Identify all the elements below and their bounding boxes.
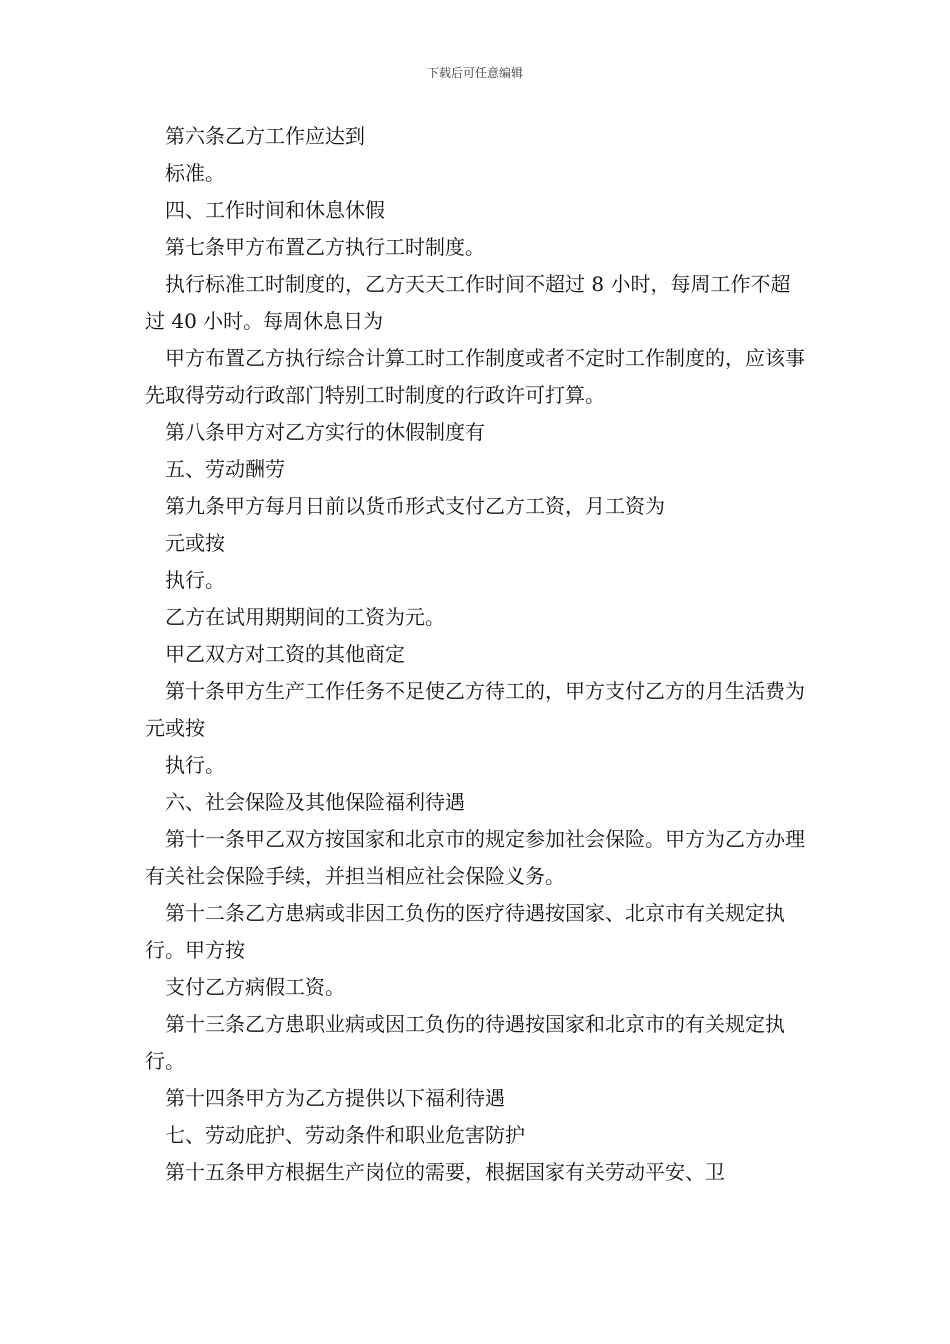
paragraph: 甲乙双方对工资的其他商定 xyxy=(165,642,405,666)
paragraph: 第八条甲方对乙方实行的休假制度有 xyxy=(165,420,485,444)
paragraph: 第十二条乙方患病或非因工负伤的医疗待遇按国家、北京市有关规定执行。甲方按 xyxy=(145,901,785,962)
paragraph: 执行标准工时制度的，乙方天天工作时间不超过 8 小时，每周工作不超过 40 小时。每周休息日为 xyxy=(145,272,791,333)
paragraph: 第十一条甲乙双方按国家和北京市的规定参加社会保险。甲方为乙方办理有关社会保险手续，并担当相应社会保险义务。 xyxy=(145,827,805,888)
paragraph: 元或按 xyxy=(165,531,225,555)
paragraph: 标准。 xyxy=(165,161,225,185)
paragraph: 第十三条乙方患职业病或因工负伤的待遇按国家和北京市的有关规定执行。 xyxy=(145,1012,785,1073)
section-heading: 五、劳动酬劳 xyxy=(165,457,285,481)
paragraph: 第十五条甲方根据生产岗位的需要，根据国家有关劳动平安、卫 xyxy=(165,1160,725,1184)
paragraph: 第十条甲方生产工作任务不足使乙方待工的，甲方支付乙方的月生活费为元或按 xyxy=(145,679,805,740)
page-header-note: 下载后可任意编辑 xyxy=(426,66,523,80)
paragraph: 支付乙方病假工资。 xyxy=(165,975,345,999)
paragraph: 执行。 xyxy=(165,568,225,592)
paragraph: 第六条乙方工作应达到 xyxy=(165,124,365,148)
paragraph: 执行。 xyxy=(165,753,225,777)
section-heading: 四、工作时间和休息休假 xyxy=(165,198,385,222)
section-heading: 六、社会保险及其他保险福利待遇 xyxy=(165,790,465,814)
paragraph: 第十四条甲方为乙方提供以下福利待遇 xyxy=(165,1086,505,1110)
document-body xyxy=(145,118,810,1191)
paragraph: 第七条甲方布置乙方执行工时制度。 xyxy=(165,235,485,259)
section-heading: 七、劳动庇护、劳动条件和职业危害防护 xyxy=(165,1123,525,1147)
paragraph: 乙方在试用期期间的工资为元。 xyxy=(165,605,445,629)
paragraph: 甲方布置乙方执行综合计算工时工作制度或者不定时工作制度的，应该事先取得劳动行政部门特别工时制度的行政许可打算。 xyxy=(145,346,805,407)
paragraph: 第九条甲方每月日前以货币形式支付乙方工资，月工资为 xyxy=(165,494,665,518)
